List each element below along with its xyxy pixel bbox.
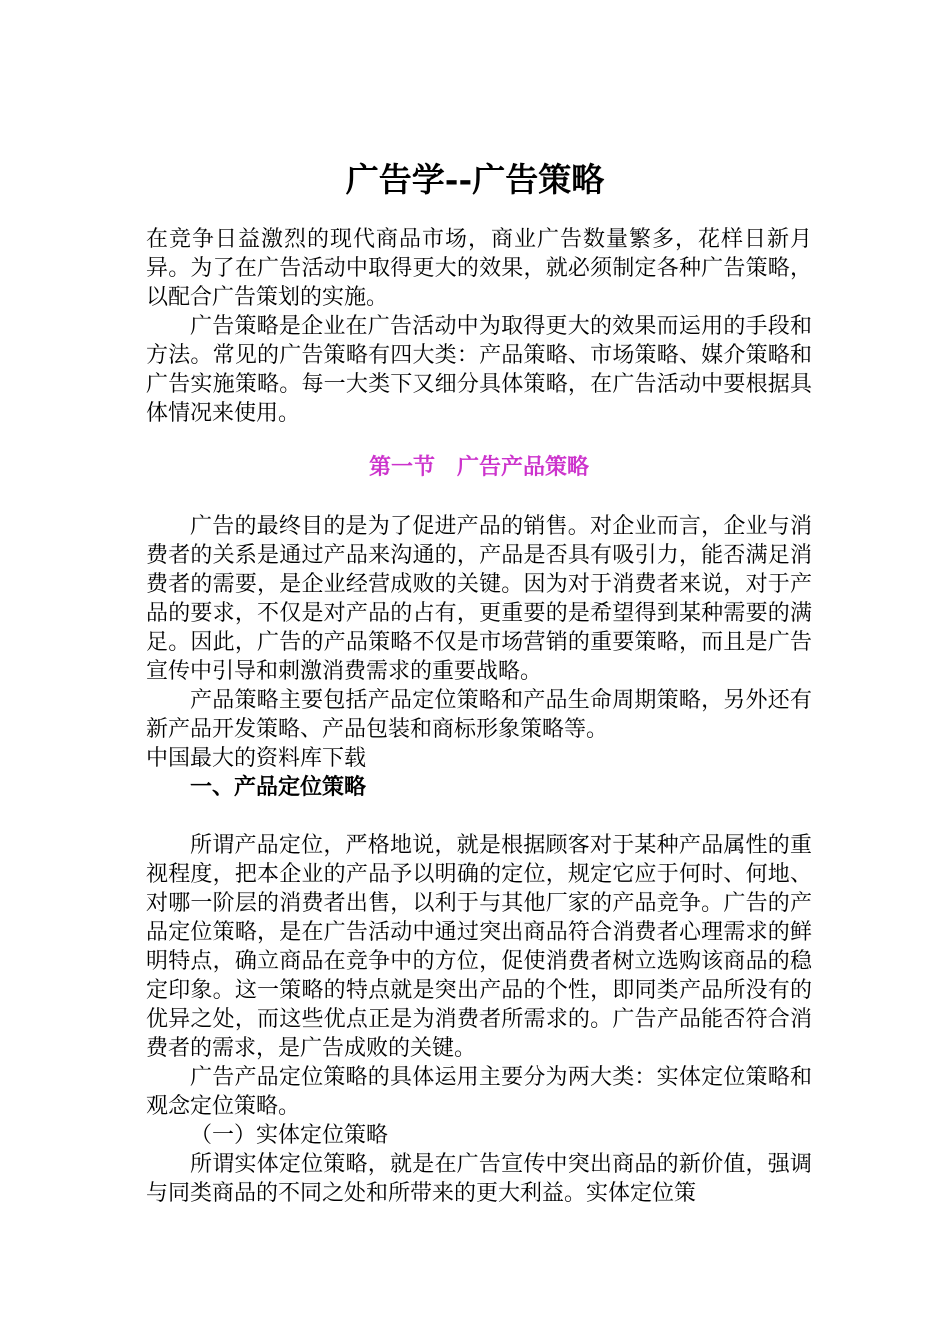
section-heading: 第一节 广告产品策略 (368, 454, 589, 480)
subsection-heading: 一、产品定位策略 (190, 774, 367, 800)
intro-paragraph-2: 广告策略是企业在广告活动中为取得更大的效果而运用的手段和方法。常见的广告策略有四大类：产品策略、市场策略、媒介策略和广告实施策略。每一大类下又细分具体策略，在广告活动中要根据具体情况来使用。 (146, 314, 812, 426)
promo-text: 中国最大的资料库下载 (146, 746, 367, 771)
subsection-paragraph-1: 所谓产品定位，严格地说，就是根据顾客对于某种产品属性的重视程度，把本企业的产品予以明确的定位，规定它应于何时、何地、对哪一阶层的消费者出售，以利于与其他厂家的产品竞争。广告的产品定位策略，是在广告活动中通过突出商品符合消费者心理需求的鲜明特点，确立商品在竞争中的方位，促使消费者树立选购该商品的稳定印象。这一策略的特点就是突出产品的个性，即同类产品所没有的优异之处，而这些优点正是为消费者所需求的。广告产品能否符合消费者的需求，是广告成败的关键。 (146, 833, 812, 1061)
document-title: 广告学--广告策略 (345, 160, 605, 199)
document-body (146, 225, 812, 1208)
section1-paragraph-1: 广告的最终目的是为了促进产品的销售。对企业而言，企业与消费者的关系是通过产品来沟通的，产品是否具有吸引力，能否满足消费者的需要，是企业经营成败的关键。因为对于消费者来说，对于产品的要求，不仅是对产品的占有，更重要的是希望得到某种需要的满足。因此，广告的产品策略不仅是市场营销的重要策略，而且是广告宣传中引导和刺激消费需求的重要战略。 (146, 514, 812, 684)
intro-paragraph-1: 在竞争日益激烈的现代商品市场，商业广告数量繁多，花样日新月异。为了在广告活动中取得更大的效果，就必须制定各种广告策略，以配合广告策划的实施。 (146, 227, 812, 310)
sub-subsection-heading: （一）实体定位策略 (190, 1123, 389, 1148)
subsection-paragraph-2: 广告产品定位策略的具体运用主要分为两大类：实体定位策略和观念定位策略。 (146, 1065, 812, 1119)
spacer (146, 802, 812, 831)
spacer (146, 492, 812, 512)
section1-paragraph-2: 产品策略主要包括产品定位策略和产品生命周期策略，另外还有新产品开发策略、产品包装和商标形象策略等。 (146, 688, 812, 742)
sub-subsection-paragraph-1: 所谓实体定位策略，就是在广告宣传中突出商品的新价值，强调与同类商品的不同之处和所带来的更大利益。实体定位策 (146, 1152, 812, 1206)
